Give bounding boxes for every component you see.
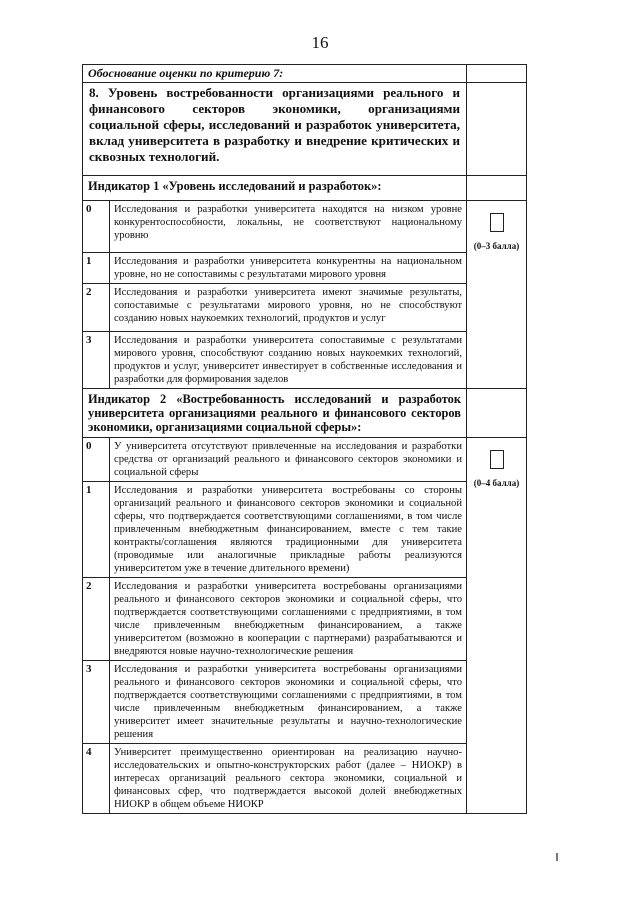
level-description: Исследования и разработки университета востребованы со стороны организаций реального и финансового секторов экономики и социальной сферы, что подтверждается соответствующими соглашениями, в том числе привлеченным внебюджетным финансированием, вместе с тем такие контракты/соглашения являются традиционными для университета (проводимые или аналогичные прикладные работы реализуются университетом уже в течение длительного времени) <box>110 482 467 578</box>
level-number: 1 <box>83 482 110 578</box>
indicator1-level-row <box>83 201 527 253</box>
indicator2-level-row <box>83 661 527 744</box>
justification-label: Обоснование оценки по критерию 7: <box>83 65 467 83</box>
indicator2-level-row <box>83 578 527 661</box>
level-number: 3 <box>83 332 110 389</box>
level-description: Университет преимущественно ориентирован на реализацию научно-исследовательских и опытно-конструкторских работ (далее – НИОКР) в интересах организаций реального сектора экономики, социальной и финансовых сфер, что подтверждается высокой долей внебюджетных НИОКР в общем объеме НИОКР <box>110 744 467 814</box>
section-title-row <box>83 83 527 176</box>
indicator2-score-checkbox[interactable] <box>490 450 504 469</box>
justification-row <box>83 65 527 83</box>
indicator1-score-checkbox[interactable] <box>490 213 504 232</box>
level-description: У университета отсутствуют привлеченные на исследования и разработки средства от организаций реального и финансового секторов экономики и социальной сферы <box>110 438 467 482</box>
indicator2-level-row <box>83 438 527 482</box>
level-description: Исследования и разработки университета востребованы организациями реального и финансового секторов экономики и социальной сферы, что подтверждается соответствующими соглашениями с предприятиями, в том числе привлеченным внебюджетным финансированием, а также университетом (возможно в кооперации с партнерами) разрабатываются и внедряются новые научно-технологические решения <box>110 578 467 661</box>
indicator2-header-score-cell <box>467 389 527 438</box>
level-number: 0 <box>83 438 110 482</box>
level-number: 1 <box>83 253 110 284</box>
indicator1-level-row <box>83 332 527 389</box>
indicator2-level-row <box>83 482 527 578</box>
level-description: Исследования и разработки университета имеют значимые результаты, сопоставимые с результатами мирового уровня, но не способствуют созданию новых наукоемких технологий, продуктов и услуг <box>110 284 467 332</box>
level-description: Исследования и разработки университета конкурентны на национальном уровне, но не сопоставимы с результатами мирового уровня <box>110 253 467 284</box>
page-number: 16 <box>311 33 329 52</box>
margin-mark <box>556 853 558 861</box>
indicator1-header-score-cell <box>467 176 527 201</box>
indicator1-title: Индикатор 1 «Уровень исследований и разработок»: <box>83 176 467 201</box>
level-description: Исследования и разработки университета сопоставимые с результатами мирового уровня, способствуют созданию новых наукоемких технологий, продуктов и услуг, университет инвестирует в собственные исследования и разработки для формирования заделов <box>110 332 467 389</box>
indicator2-score-range: (0–4 балла) <box>473 478 520 488</box>
indicator2-score-cell <box>467 438 527 814</box>
criteria-table <box>82 64 527 814</box>
indicator2-header-row <box>83 389 527 438</box>
level-number: 2 <box>83 578 110 661</box>
indicator1-score-range: (0–3 балла) <box>473 241 520 251</box>
level-number: 4 <box>83 744 110 814</box>
level-description: Исследования и разработки университета востребованы организациями реального и финансового секторов экономики и социальной сферы, что подтверждается соответствующими соглашениями с предприятиями, в том числе привлеченным внебюджетным финансированием, а также университет имеет значительные результаты и научно-технологические решения <box>110 661 467 744</box>
indicator1-level-row <box>83 284 527 332</box>
indicator1-level-row <box>83 253 527 284</box>
level-number: 2 <box>83 284 110 332</box>
indicator2-title: Индикатор 2 «Востребованность исследований и разработок университета организациями реального и финансового секторов экономики, организациями социальной сферы»: <box>83 389 467 438</box>
indicator1-score-cell <box>467 201 527 389</box>
level-number: 0 <box>83 201 110 253</box>
indicator2-level-row <box>83 744 527 814</box>
level-number: 3 <box>83 661 110 744</box>
section-score-cell <box>467 83 527 176</box>
level-description: Исследования и разработки университета находятся на низком уровне конкурентоспособности, локальны, не соответствуют национальному уровню <box>110 201 467 253</box>
indicator1-header-row <box>83 176 527 201</box>
section-title: 8. Уровень востребованности организациями реального и финансового секторов экономики, организациями социальной сферы, исследований и разработок университета, вклад университета в разработку и внедрение критических и сквозных технологий. <box>83 83 467 176</box>
justification-score-cell <box>467 65 527 83</box>
